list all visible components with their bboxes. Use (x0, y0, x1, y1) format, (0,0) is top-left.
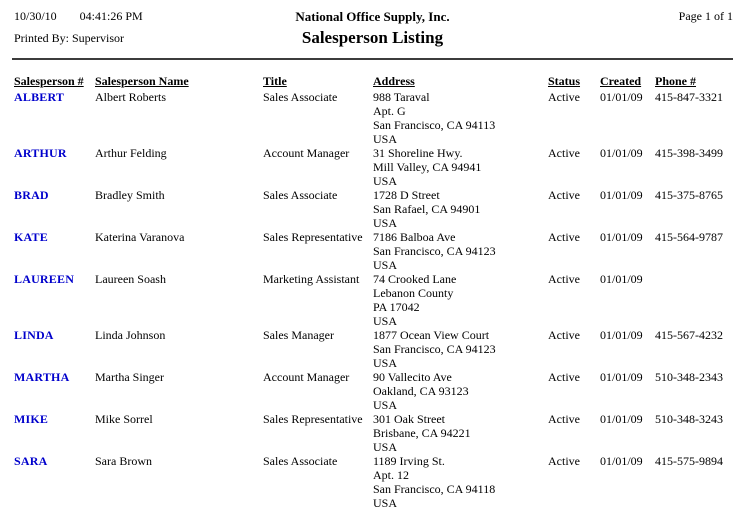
status-value: Active (548, 90, 580, 104)
salesperson-id-link[interactable]: KATE (14, 230, 48, 244)
address-line: USA (373, 216, 398, 230)
created-value: 01/01/09 (600, 146, 643, 160)
address-line: 1189 Irving St. (373, 454, 445, 468)
address-line: 7186 Balboa Ave (373, 230, 456, 244)
salesperson-name: Albert Roberts (95, 90, 166, 104)
address-line: Brisbane, CA 94221 (373, 426, 471, 440)
salesperson-address (373, 328, 548, 370)
phone-value: 415-847-3321 (655, 90, 723, 104)
print-date: 10/30/10 (14, 9, 57, 23)
salesperson-id-link[interactable]: ARTHUR (14, 146, 67, 160)
phone-value: 510-348-3243 (655, 412, 723, 426)
salesperson-name: Arthur Felding (95, 146, 167, 160)
address-line: Mill Valley, CA 94941 (373, 160, 482, 174)
salesperson-id-link[interactable]: SARA (14, 454, 48, 468)
salesperson-title: Sales Associate (263, 454, 338, 468)
created-value: 01/01/09 (600, 328, 643, 342)
salesperson-name: Martha Singer (95, 370, 164, 384)
status-value: Active (548, 454, 580, 468)
status-value: Active (548, 230, 580, 244)
phone-value: 415-567-4232 (655, 328, 723, 342)
address-line: USA (373, 314, 398, 328)
column-header-status: Status (548, 74, 581, 88)
table-row (14, 146, 745, 188)
salesperson-title: Account Manager (263, 370, 350, 384)
table-row (14, 412, 745, 454)
phone-value: 415-564-9787 (655, 230, 723, 244)
column-header-address: Address (373, 74, 415, 88)
address-line: 74 Crooked Lane (373, 272, 457, 286)
salesperson-address (373, 454, 548, 510)
table-body (14, 90, 745, 510)
status-value: Active (548, 412, 580, 426)
table-row (14, 188, 745, 230)
column-header-salesperson-id: Salesperson # (14, 74, 84, 88)
salesperson-name: Linda Johnson (95, 328, 166, 342)
page-number: Page 1 of 1 (678, 9, 733, 23)
phone-value (655, 272, 745, 328)
created-value: 01/01/09 (600, 188, 643, 202)
salesperson-title: Sales Manager (263, 328, 334, 342)
table-row (14, 328, 745, 370)
salesperson-title: Sales Representative (263, 412, 363, 426)
status-value: Active (548, 188, 580, 202)
salesperson-id-link[interactable]: LINDA (14, 328, 54, 342)
table-row (14, 272, 745, 328)
address-line: USA (373, 440, 398, 454)
created-value: 01/01/09 (600, 90, 643, 104)
status-value: Active (548, 272, 580, 286)
salesperson-address (373, 230, 548, 272)
column-header-salesperson-name: Salesperson Name (95, 74, 189, 88)
table-row (14, 230, 745, 272)
report-title: Salesperson Listing (301, 28, 444, 47)
address-line: Apt. 12 (373, 468, 409, 482)
created-value: 01/01/09 (600, 412, 643, 426)
status-value: Active (548, 146, 580, 160)
company-name: National Office Supply, Inc. (295, 9, 450, 24)
created-value: 01/01/09 (600, 272, 643, 286)
table-header-row (14, 74, 745, 88)
column-header-created: Created (600, 74, 642, 88)
salesperson-id-link[interactable]: LAUREEN (14, 272, 75, 286)
printed-by: Printed By: Supervisor (14, 31, 124, 45)
header-divider (12, 58, 733, 60)
phone-value: 415-398-3499 (655, 146, 723, 160)
salesperson-title: Account Manager (263, 146, 350, 160)
salesperson-name: Katerina Varanova (95, 230, 185, 244)
phone-value: 415-575-9894 (655, 454, 723, 468)
salesperson-name: Sara Brown (95, 454, 152, 468)
salesperson-title: Sales Associate (263, 188, 338, 202)
salesperson-id-link[interactable]: MARTHA (14, 370, 70, 384)
print-time: 04:41:26 PM (79, 9, 143, 23)
address-line: San Rafael, CA 94901 (373, 202, 481, 216)
salesperson-id-link[interactable]: ALBERT (14, 90, 65, 104)
column-header-phone: Phone # (655, 74, 697, 88)
address-line: USA (373, 132, 398, 146)
salesperson-address (373, 188, 548, 230)
status-value: Active (548, 370, 580, 384)
address-line: 1877 Ocean View Court (373, 328, 490, 342)
table-row (14, 454, 745, 510)
address-line: Oakland, CA 93123 (373, 384, 469, 398)
salesperson-title: Sales Associate (263, 90, 338, 104)
salesperson-title: Marketing Assistant (263, 272, 360, 286)
address-line: San Francisco, CA 94118 (373, 482, 496, 496)
salesperson-address (373, 272, 548, 328)
address-line: 988 Taraval (373, 90, 430, 104)
phone-value: 415-375-8765 (655, 188, 723, 202)
address-line: USA (373, 258, 398, 272)
address-line: USA (373, 496, 398, 510)
table-row (14, 90, 745, 146)
address-line: USA (373, 356, 398, 370)
salesperson-address (373, 90, 548, 146)
salesperson-name: Laureen Soash (95, 272, 166, 286)
column-header-title: Title (263, 74, 287, 88)
salesperson-address (373, 146, 548, 188)
address-line: 1728 D Street (373, 188, 440, 202)
created-value: 01/01/09 (600, 230, 643, 244)
salesperson-id-link[interactable]: MIKE (14, 412, 49, 426)
table-row (14, 370, 745, 412)
salesperson-name: Mike Sorrel (95, 412, 153, 426)
address-line: Lebanon County (373, 286, 454, 300)
address-line: USA (373, 174, 398, 188)
address-line: Apt. G (373, 104, 406, 118)
address-line: 31 Shoreline Hwy. (373, 146, 463, 160)
address-line: 90 Vallecito Ave (373, 370, 452, 384)
status-value: Active (548, 328, 580, 342)
address-line: PA 17042 (373, 300, 420, 314)
created-value: 01/01/09 (600, 454, 643, 468)
salesperson-name: Bradley Smith (95, 188, 165, 202)
address-line: USA (373, 398, 398, 412)
created-value: 01/01/09 (600, 370, 643, 384)
salesperson-address (373, 412, 548, 454)
address-line: San Francisco, CA 94113 (373, 118, 496, 132)
address-line: 301 Oak Street (373, 412, 445, 426)
address-line: San Francisco, CA 94123 (373, 244, 496, 258)
salesperson-address (373, 370, 548, 412)
salesperson-title: Sales Representative (263, 230, 363, 244)
address-line: San Francisco, CA 94123 (373, 342, 496, 356)
salesperson-id-link[interactable]: BRAD (14, 188, 49, 202)
phone-value: 510-348-2343 (655, 370, 723, 384)
